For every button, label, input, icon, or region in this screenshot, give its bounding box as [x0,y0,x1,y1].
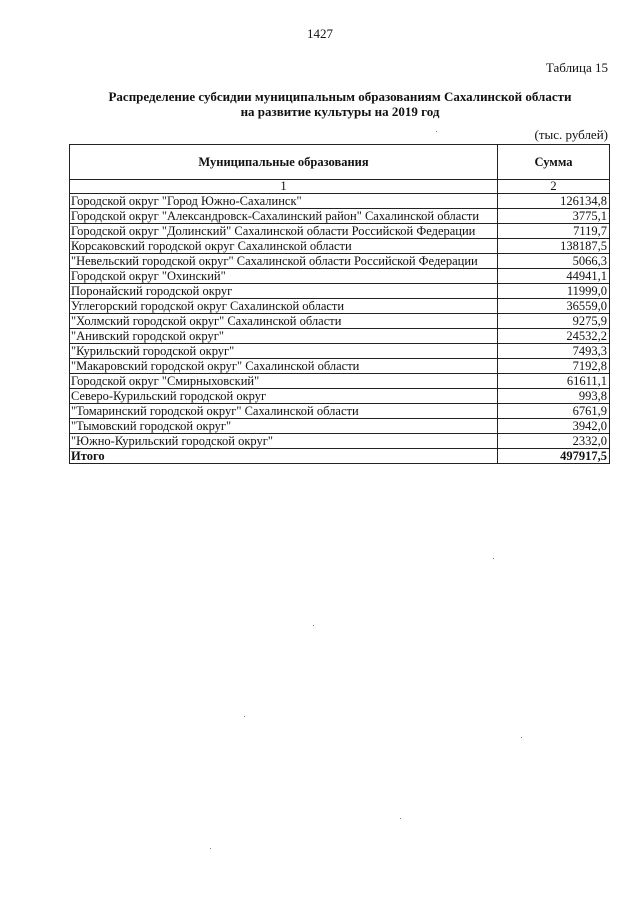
scan-speck [244,716,245,717]
column-number-1: 1 [70,180,498,194]
municipality-name: "Тымовский городской округ" [70,419,498,434]
scan-speck [210,848,211,849]
scan-speck [400,818,401,819]
subsidy-sum: 993,8 [498,389,610,404]
table-row [70,344,610,359]
municipality-name: "Макаровский городской округ" Сахалинской области [70,359,498,374]
municipality-name: "Томаринский городской округ" Сахалинской области [70,404,498,419]
subsidy-sum: 7493,3 [498,344,610,359]
municipality-name: Городской округ "Город Южно-Сахалинск" [70,194,498,209]
subsidy-table [69,144,610,464]
municipality-name: "Курильский городской округ" [70,344,498,359]
subsidy-sum: 3775,1 [498,209,610,224]
municipality-name: Корсаковский городской округ Сахалинской области [70,239,498,254]
subsidy-sum: 138187,5 [498,239,610,254]
municipality-name: Углегорский городской округ Сахалинской области [70,299,498,314]
table-header-row [70,145,610,180]
table-number-label: Таблица 15 [545,60,608,75]
municipality-name: "Южно-Курильский городской округ" [70,434,498,449]
table-row [70,419,610,434]
subsidy-sum: 61611,1 [498,374,610,389]
table-body [70,194,610,464]
table-row [70,269,610,284]
municipality-name: "Невельский городской округ" Сахалинской области Российской Федерации [70,254,498,269]
total-label: Итого [70,449,498,464]
subsidy-sum: 5066,3 [498,254,610,269]
municipality-name: Городской округ "Александровск-Сахалинский район" Сахалинской области [70,209,498,224]
scan-speck [521,737,522,738]
subsidy-sum: 7192,8 [498,359,610,374]
subsidy-sum: 11999,0 [498,284,610,299]
table-row [70,389,610,404]
column-number-row [70,180,610,194]
table-row [70,239,610,254]
total-row [70,449,610,464]
scan-speck [493,558,494,559]
scan-speck [436,131,437,132]
total-sum: 497917,5 [498,449,610,464]
table-row [70,209,610,224]
table-row [70,359,610,374]
subsidy-sum: 3942,0 [498,419,610,434]
municipality-name: Городской округ "Долинский" Сахалинской области Российской Федерации [70,224,498,239]
table-row [70,434,610,449]
municipality-name: Поронайский городской округ [70,284,498,299]
column-number-2: 2 [498,180,610,194]
table-row [70,194,610,209]
table-row [70,299,610,314]
municipality-name: Городской округ "Охинский" [70,269,498,284]
page-number: 1427 [307,26,333,41]
subsidy-sum: 9275,9 [498,314,610,329]
subsidy-sum: 36559,0 [498,299,610,314]
municipality-name: "Анивский городской округ" [70,329,498,344]
municipality-name: Северо-Курильский городской округ [70,389,498,404]
document-title [60,89,620,119]
subsidy-sum: 44941,1 [498,269,610,284]
municipality-name: "Холмский городской округ" Сахалинской области [70,314,498,329]
subsidy-sum: 6761,9 [498,404,610,419]
column-header-sum: Сумма [498,145,610,180]
table-row [70,314,610,329]
table-row [70,284,610,299]
title-line-1: Распределение субсидии муниципальным образованиям Сахалинской области [108,89,572,104]
table-row [70,404,610,419]
municipality-name: Городской округ "Смирныховский" [70,374,498,389]
subsidy-sum: 24532,2 [498,329,610,344]
table-row [70,254,610,269]
subsidy-sum: 2332,0 [498,434,610,449]
title-line-2: на развитие культуры на 2019 год [240,104,440,119]
table-row [70,224,610,239]
table-row [70,374,610,389]
scan-speck [313,625,314,626]
subsidy-sum: 7119,7 [498,224,610,239]
table-row [70,329,610,344]
column-header-municipality: Муниципальные образования [70,145,498,180]
subsidy-sum: 126134,8 [498,194,610,209]
units-label: (тыс. рублей) [534,127,608,142]
